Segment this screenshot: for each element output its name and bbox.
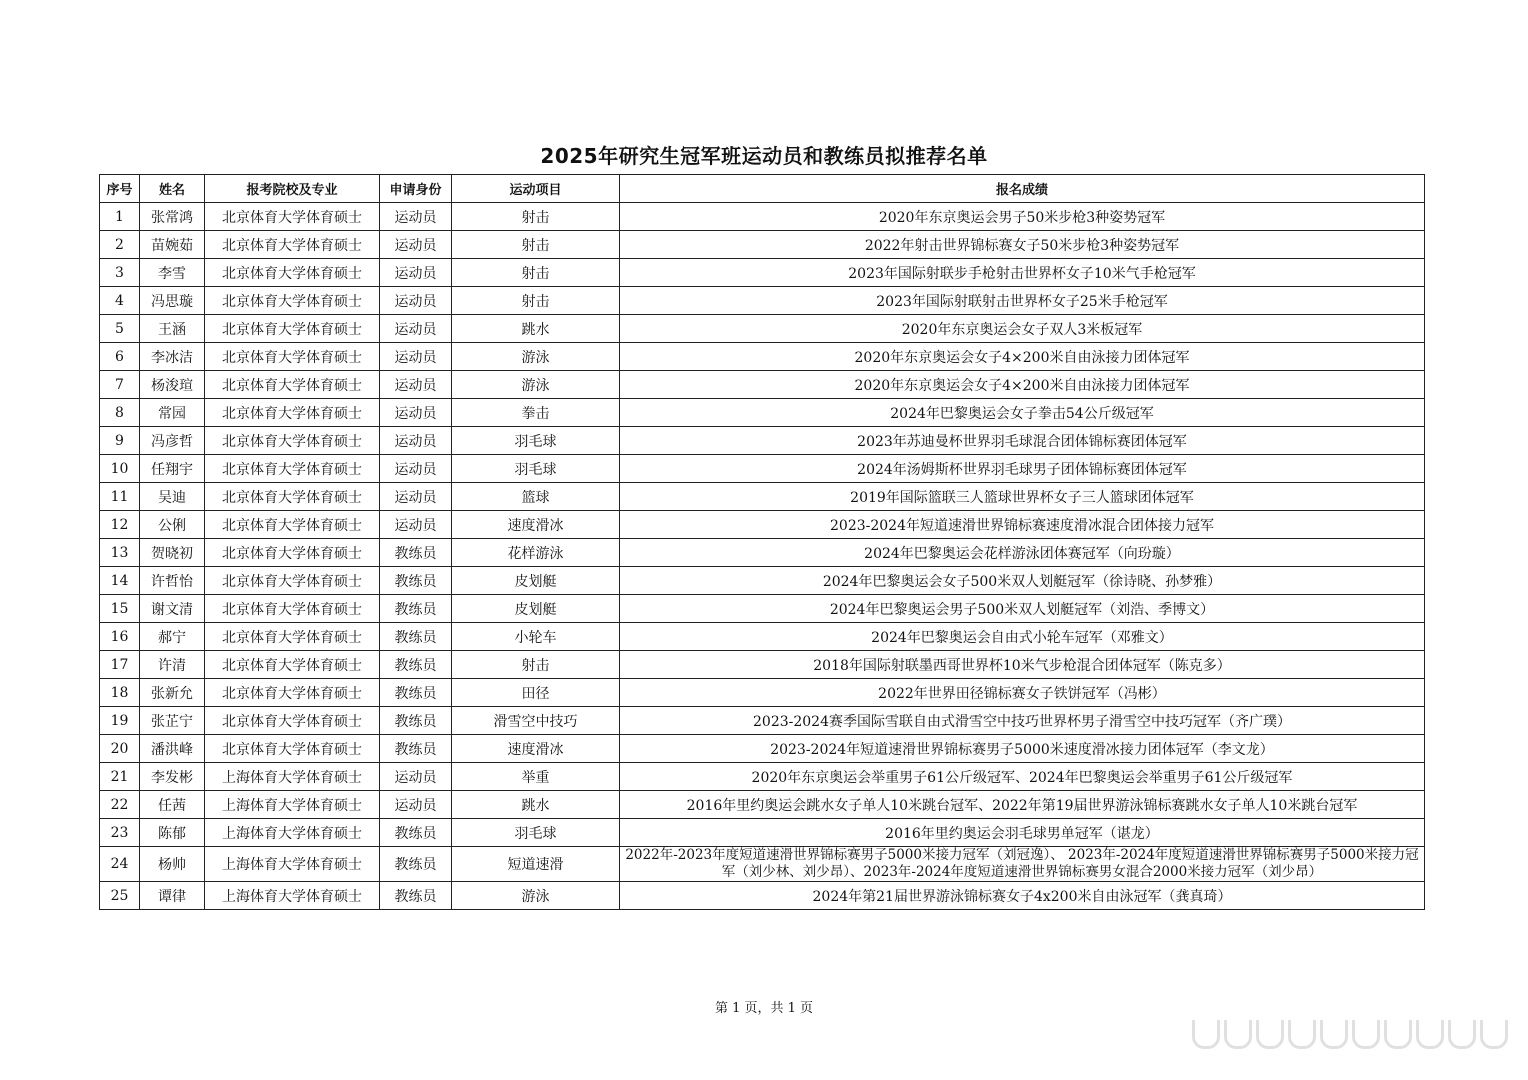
row-school: 北京体育大学体育硕士 xyxy=(205,567,380,595)
row-name: 杨帅 xyxy=(140,847,205,882)
row-name: 谭律 xyxy=(140,882,205,910)
row-role: 运动员 xyxy=(380,203,452,231)
row-school: 北京体育大学体育硕士 xyxy=(205,287,380,315)
row-index: 19 xyxy=(100,707,140,735)
row-index: 3 xyxy=(100,259,140,287)
row-role: 运动员 xyxy=(380,399,452,427)
row-index: 21 xyxy=(100,763,140,791)
row-index: 17 xyxy=(100,651,140,679)
row-index: 10 xyxy=(100,455,140,483)
row-school: 上海体育大学体育硕士 xyxy=(205,847,380,882)
row-name: 任翔宇 xyxy=(140,455,205,483)
row-index: 6 xyxy=(100,343,140,371)
row-school: 北京体育大学体育硕士 xyxy=(205,343,380,371)
row-school: 上海体育大学体育硕士 xyxy=(205,791,380,819)
row-name: 陈郁 xyxy=(140,819,205,847)
row-role: 运动员 xyxy=(380,287,452,315)
row-school: 北京体育大学体育硕士 xyxy=(205,427,380,455)
row-role: 运动员 xyxy=(380,483,452,511)
row-role: 教练员 xyxy=(380,847,452,882)
row-school: 北京体育大学体育硕士 xyxy=(205,203,380,231)
row-school: 北京体育大学体育硕士 xyxy=(205,623,380,651)
recommendation-table xyxy=(99,174,1425,910)
row-sport: 速度滑冰 xyxy=(452,735,620,763)
row-record: 2022年世界田径锦标赛女子铁饼冠军（冯彬） xyxy=(620,679,1425,707)
table-row xyxy=(100,399,1425,427)
table-row xyxy=(100,735,1425,763)
row-name: 张芷宁 xyxy=(140,707,205,735)
row-index: 1 xyxy=(100,203,140,231)
row-sport: 花样游泳 xyxy=(452,539,620,567)
row-sport: 小轮车 xyxy=(452,623,620,651)
row-sport: 跳水 xyxy=(452,315,620,343)
row-record: 2016年里约奥运会羽毛球男单冠军（谌龙） xyxy=(620,819,1425,847)
row-record: 2020年东京奥运会女子双人3米板冠军 xyxy=(620,315,1425,343)
row-school: 上海体育大学体育硕士 xyxy=(205,882,380,910)
row-school: 北京体育大学体育硕士 xyxy=(205,483,380,511)
table-row xyxy=(100,203,1425,231)
row-role: 教练员 xyxy=(380,819,452,847)
header-name: 姓名 xyxy=(140,175,205,203)
row-role: 运动员 xyxy=(380,455,452,483)
row-record: 2024年第21届世界游泳锦标赛女子4x200米自由泳冠军（龚真琦） xyxy=(620,882,1425,910)
row-index: 23 xyxy=(100,819,140,847)
row-record: 2020年东京奥运会举重男子61公斤级冠军、2024年巴黎奥运会举重男子61公斤级冠军 xyxy=(620,763,1425,791)
row-name: 张常鸿 xyxy=(140,203,205,231)
row-sport: 拳击 xyxy=(452,399,620,427)
row-role: 教练员 xyxy=(380,567,452,595)
row-name: 李雪 xyxy=(140,259,205,287)
row-index: 13 xyxy=(100,539,140,567)
table-row xyxy=(100,707,1425,735)
row-index: 24 xyxy=(100,847,140,882)
row-record: 2024年巴黎奥运会男子500米双人划艇冠军（刘浩、季博文） xyxy=(620,595,1425,623)
row-index: 7 xyxy=(100,371,140,399)
row-record: 2023年国际射联步手枪射击世界杯女子10米气手枪冠军 xyxy=(620,259,1425,287)
table-row xyxy=(100,567,1425,595)
table-row xyxy=(100,595,1425,623)
row-index: 25 xyxy=(100,882,140,910)
row-role: 运动员 xyxy=(380,371,452,399)
row-school: 北京体育大学体育硕士 xyxy=(205,259,380,287)
row-record: 2024年巴黎奥运会自由式小轮车冠军（邓雅文） xyxy=(620,623,1425,651)
row-record: 2020年东京奥运会男子50米步枪3种姿势冠军 xyxy=(620,203,1425,231)
row-role: 教练员 xyxy=(380,882,452,910)
row-name: 谢文清 xyxy=(140,595,205,623)
row-record: 2016年里约奥运会跳水女子单人10米跳台冠军、2022年第19届世界游泳锦标赛跳水女子单人10米跳台冠军 xyxy=(620,791,1425,819)
row-name: 吴迪 xyxy=(140,483,205,511)
header-school: 报考院校及专业 xyxy=(205,175,380,203)
row-record: 2020年东京奥运会女子4×200米自由泳接力团体冠军 xyxy=(620,371,1425,399)
row-sport: 游泳 xyxy=(452,343,620,371)
row-name: 公俐 xyxy=(140,511,205,539)
table-row xyxy=(100,371,1425,399)
row-index: 20 xyxy=(100,735,140,763)
row-role: 运动员 xyxy=(380,427,452,455)
table-row xyxy=(100,343,1425,371)
row-role: 运动员 xyxy=(380,511,452,539)
row-school: 北京体育大学体育硕士 xyxy=(205,539,380,567)
row-name: 潘洪峰 xyxy=(140,735,205,763)
watermark-logo xyxy=(1192,1020,1508,1049)
row-school: 上海体育大学体育硕士 xyxy=(205,763,380,791)
row-sport: 滑雪空中技巧 xyxy=(452,707,620,735)
row-sport: 跳水 xyxy=(452,791,620,819)
row-role: 教练员 xyxy=(380,735,452,763)
row-index: 2 xyxy=(100,231,140,259)
row-record: 2020年东京奥运会女子4×200米自由泳接力团体冠军 xyxy=(620,343,1425,371)
row-role: 教练员 xyxy=(380,679,452,707)
row-school: 北京体育大学体育硕士 xyxy=(205,315,380,343)
row-name: 杨浚瑄 xyxy=(140,371,205,399)
row-index: 4 xyxy=(100,287,140,315)
row-name: 李冰洁 xyxy=(140,343,205,371)
row-name: 冯思璇 xyxy=(140,287,205,315)
row-name: 苗婉茹 xyxy=(140,231,205,259)
row-school: 北京体育大学体育硕士 xyxy=(205,651,380,679)
row-record: 2024年巴黎奥运会女子500米双人划艇冠军（徐诗晓、孙梦雅） xyxy=(620,567,1425,595)
table-row xyxy=(100,882,1425,910)
row-name: 许哲怡 xyxy=(140,567,205,595)
row-sport: 皮划艇 xyxy=(452,595,620,623)
row-record: 2024年巴黎奥运会女子拳击54公斤级冠军 xyxy=(620,399,1425,427)
row-record: 2023-2024年短道速滑世界锦标赛速度滑冰混合团体接力冠军 xyxy=(620,511,1425,539)
row-sport: 皮划艇 xyxy=(452,567,620,595)
row-school: 北京体育大学体育硕士 xyxy=(205,455,380,483)
page-footer: 第 1 页，共 1 页 xyxy=(714,1001,814,1016)
row-record: 2018年国际射联墨西哥世界杯10米气步枪混合团体冠军（陈克多） xyxy=(620,651,1425,679)
row-name: 李发彬 xyxy=(140,763,205,791)
row-role: 运动员 xyxy=(380,763,452,791)
table-row xyxy=(100,623,1425,651)
row-school: 上海体育大学体育硕士 xyxy=(205,819,380,847)
row-role: 运动员 xyxy=(380,315,452,343)
row-role: 教练员 xyxy=(380,707,452,735)
table-row xyxy=(100,539,1425,567)
row-sport: 速度滑冰 xyxy=(452,511,620,539)
table-row xyxy=(100,651,1425,679)
table-row xyxy=(100,455,1425,483)
row-school: 北京体育大学体育硕士 xyxy=(205,679,380,707)
row-name: 许清 xyxy=(140,651,205,679)
row-record: 2023-2024赛季国际雪联自由式滑雪空中技巧世界杯男子滑雪空中技巧冠军（齐广璞） xyxy=(620,707,1425,735)
header-record: 报名成绩 xyxy=(620,175,1425,203)
row-school: 北京体育大学体育硕士 xyxy=(205,707,380,735)
row-role: 教练员 xyxy=(380,623,452,651)
header-role: 申请身份 xyxy=(380,175,452,203)
table-row xyxy=(100,819,1425,847)
row-sport: 羽毛球 xyxy=(452,427,620,455)
row-index: 5 xyxy=(100,315,140,343)
row-record: 2019年国际篮联三人篮球世界杯女子三人篮球团体冠军 xyxy=(620,483,1425,511)
row-role: 运动员 xyxy=(380,343,452,371)
row-school: 北京体育大学体育硕士 xyxy=(205,399,380,427)
row-school: 北京体育大学体育硕士 xyxy=(205,511,380,539)
row-name: 王涵 xyxy=(140,315,205,343)
row-sport: 游泳 xyxy=(452,371,620,399)
table-body xyxy=(100,203,1425,910)
row-role: 运动员 xyxy=(380,791,452,819)
header-sport: 运动项目 xyxy=(452,175,620,203)
row-name: 任茜 xyxy=(140,791,205,819)
table-header-row xyxy=(100,175,1425,203)
row-record: 2023年国际射联射击世界杯女子25米手枪冠军 xyxy=(620,287,1425,315)
row-sport: 射击 xyxy=(452,259,620,287)
row-sport: 短道速滑 xyxy=(452,847,620,882)
row-role: 教练员 xyxy=(380,539,452,567)
document-title: 2025年研究生冠军班运动员和教练员拟推荐名单 xyxy=(540,144,988,168)
row-name: 郝宁 xyxy=(140,623,205,651)
row-record: 2022年-2023年度短道速滑世界锦标赛男子5000米接力冠军（刘冠逸）、 2023年-2024年度短道速滑世界锦标赛男子5000米接力冠军（刘少林、刘少昂）、2023年-2024年度短道速滑世界锦标赛男女混合2000米接力冠军（刘少昂） xyxy=(620,847,1425,882)
table-row xyxy=(100,231,1425,259)
row-index: 14 xyxy=(100,567,140,595)
row-sport: 举重 xyxy=(452,763,620,791)
row-sport: 射击 xyxy=(452,231,620,259)
table-row xyxy=(100,259,1425,287)
row-index: 12 xyxy=(100,511,140,539)
table-row xyxy=(100,315,1425,343)
row-index: 16 xyxy=(100,623,140,651)
row-sport: 篮球 xyxy=(452,483,620,511)
row-name: 冯彦哲 xyxy=(140,427,205,455)
table-row xyxy=(100,427,1425,455)
row-index: 18 xyxy=(100,679,140,707)
table-row xyxy=(100,483,1425,511)
row-name: 常园 xyxy=(140,399,205,427)
table-row xyxy=(100,763,1425,791)
row-sport: 游泳 xyxy=(452,882,620,910)
row-school: 北京体育大学体育硕士 xyxy=(205,231,380,259)
row-index: 15 xyxy=(100,595,140,623)
row-index: 11 xyxy=(100,483,140,511)
row-name: 张新允 xyxy=(140,679,205,707)
header-index: 序号 xyxy=(100,175,140,203)
row-record: 2022年射击世界锦标赛女子50米步枪3种姿势冠军 xyxy=(620,231,1425,259)
row-sport: 射击 xyxy=(452,203,620,231)
row-index: 8 xyxy=(100,399,140,427)
row-role: 教练员 xyxy=(380,651,452,679)
table-row xyxy=(100,847,1425,882)
row-index: 22 xyxy=(100,791,140,819)
table-row xyxy=(100,679,1425,707)
row-sport: 羽毛球 xyxy=(452,455,620,483)
row-school: 北京体育大学体育硕士 xyxy=(205,371,380,399)
row-record: 2024年巴黎奥运会花样游泳团体赛冠军（向玢璇） xyxy=(620,539,1425,567)
row-index: 9 xyxy=(100,427,140,455)
row-role: 运动员 xyxy=(380,259,452,287)
row-role: 运动员 xyxy=(380,231,452,259)
row-sport: 射击 xyxy=(452,651,620,679)
row-school: 北京体育大学体育硕士 xyxy=(205,595,380,623)
row-record: 2023-2024年短道速滑世界锦标赛男子5000米速度滑冰接力团体冠军（李文龙） xyxy=(620,735,1425,763)
table-row xyxy=(100,791,1425,819)
row-role: 教练员 xyxy=(380,595,452,623)
row-school: 北京体育大学体育硕士 xyxy=(205,735,380,763)
row-record: 2024年汤姆斯杯世界羽毛球男子团体锦标赛团体冠军 xyxy=(620,455,1425,483)
table-row xyxy=(100,511,1425,539)
row-record: 2023年苏迪曼杯世界羽毛球混合团体锦标赛团体冠军 xyxy=(620,427,1425,455)
row-sport: 羽毛球 xyxy=(452,819,620,847)
table-row xyxy=(100,287,1425,315)
row-sport: 射击 xyxy=(452,287,620,315)
row-name: 贺晓初 xyxy=(140,539,205,567)
row-sport: 田径 xyxy=(452,679,620,707)
